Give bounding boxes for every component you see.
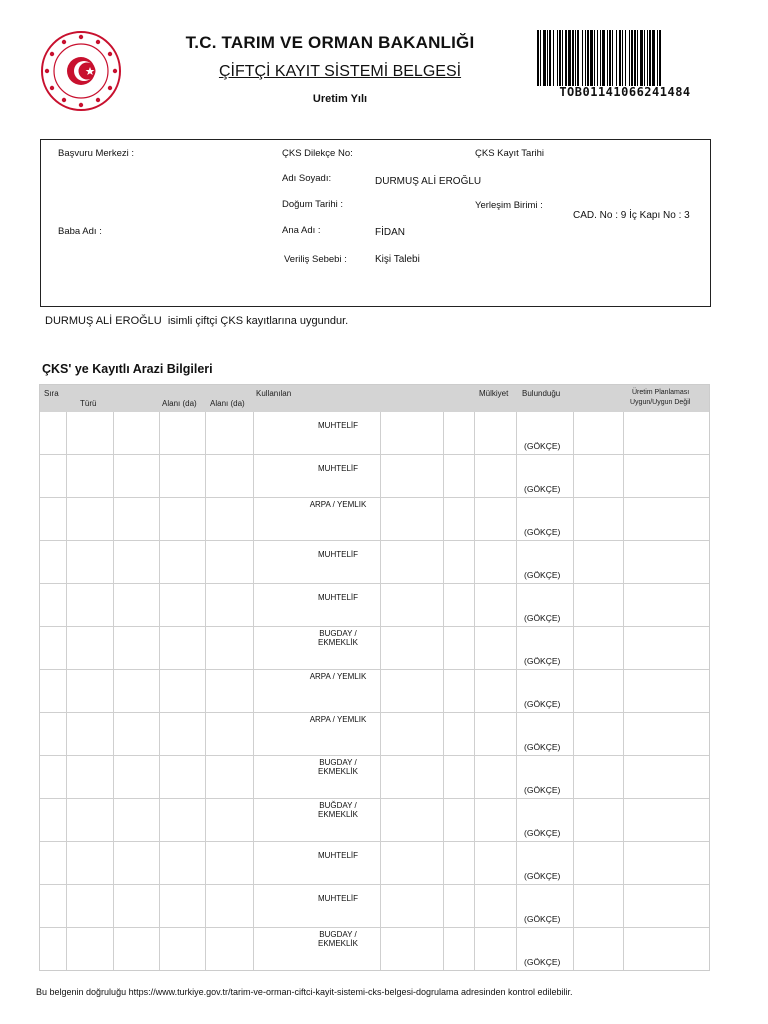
cks-dilekce-no-label: ÇKS Dilekçe No: <box>282 148 353 159</box>
crop-cell: MUHTELİF <box>318 593 358 602</box>
crop-cell: MUHTELİF <box>318 894 358 903</box>
crop-cell: ARPA / YEMLIK <box>309 715 367 724</box>
ana-adi-label: Ana Adı : <box>282 225 321 236</box>
header-kullanilan: Kullanılan <box>256 389 292 398</box>
crop-cell: ARPA / YEMLIK <box>309 672 367 681</box>
village-cell: (GÖKÇE) <box>524 656 561 666</box>
table-row <box>40 498 709 541</box>
crop-cell: BUGDAY / EKMEKLİK <box>317 629 358 647</box>
ministry-logo <box>40 30 122 112</box>
crop-cell: MUHTELİF <box>318 550 358 559</box>
crop-cell: BUGDAY / EKMEKLİK <box>317 930 358 948</box>
conformity-statement: DURMUŞ ALİ EROĞLU isimli çiftçi ÇKS kayıtlarına uygundur. <box>45 315 349 327</box>
header-alani-2: Alanı (da) <box>210 399 245 408</box>
header-uygunluk: Uygun/Uygun Değil <box>630 399 691 406</box>
adi-soyadi-value: DURMUŞ ALİ EROĞLU <box>375 176 482 187</box>
village-cell: (GÖKÇE) <box>524 570 561 580</box>
header-turu: Türü <box>80 399 97 408</box>
header-bulundugu: Bulunduğu <box>522 389 561 398</box>
address-value: CAD. No : 9 İç Kapı No : 3 <box>573 210 690 221</box>
table-row <box>40 584 709 627</box>
village-cell: (GÖKÇE) <box>524 441 561 451</box>
village-cell: (GÖKÇE) <box>524 871 561 881</box>
village-cell: (GÖKÇE) <box>524 914 561 924</box>
verilis-sebebi-label: Veriliş Sebebi : <box>284 254 347 265</box>
header-uretim-planlamasi: Üretim Planlaması <box>632 389 690 396</box>
verilis-sebebi-value: Kişi Talebi <box>375 254 420 265</box>
year-label: Uretim Yılı <box>312 93 368 105</box>
table-row <box>40 541 709 584</box>
ministry-title: T.C. TARIM VE ORMAN BAKANLIĞI <box>185 33 475 52</box>
dogum-tarihi-label: Doğum Tarihi : <box>282 199 344 210</box>
village-cell: (GÖKÇE) <box>524 484 561 494</box>
table-row <box>40 928 709 971</box>
crop-cell: MUHTELİF <box>318 851 358 860</box>
land-table <box>39 384 710 971</box>
village-cell: (GÖKÇE) <box>524 828 561 838</box>
adi-soyadi-label: Adı Soyadı: <box>282 173 332 184</box>
header-sira: Sıra <box>44 389 59 398</box>
village-cell: (GÖKÇE) <box>524 785 561 795</box>
applicant-info-box <box>40 139 711 307</box>
baba-adi-label: Baba Adı : <box>58 226 102 237</box>
village-cell: (GÖKÇE) <box>524 699 561 709</box>
table-row <box>40 412 709 455</box>
table-row <box>40 885 709 928</box>
village-cell: (GÖKÇE) <box>524 613 561 623</box>
crop-cell: MUHTELİF <box>318 464 358 473</box>
table-row <box>40 670 709 713</box>
barcode-number: TOB01141066241484 <box>559 85 691 99</box>
yerlesim-birimi-label: Yerleşim Birimi : <box>475 200 543 211</box>
table-row <box>40 627 709 670</box>
header-alani-1: Alanı (da) <box>162 399 197 408</box>
document-title: ÇİFTÇİ KAYIT SİSTEMİ BELGESİ <box>218 63 462 80</box>
table-row <box>40 455 709 498</box>
table-row <box>40 756 709 799</box>
cks-kayit-tarihi-label: ÇKS Kayıt Tarihi <box>475 148 544 159</box>
verification-footer: Bu belgenin doğruluğu https://www.turkiye.gov.tr/tarim-ve-orman-ciftci-kayit-sistemi-cks-belgesi-dogrulama adresinden kontrol edilebilir. <box>36 987 573 997</box>
table-row <box>40 842 709 885</box>
table-header <box>40 385 709 412</box>
header-mulkiyet: Mülkiyet <box>479 389 509 398</box>
basvuru-merkezi-label: Başvuru Merkezi : <box>58 148 135 159</box>
crop-cell: BUĞDAY / EKMEKLİK <box>317 801 358 819</box>
table-row <box>40 713 709 756</box>
village-cell: (GÖKÇE) <box>524 957 561 967</box>
crop-cell: ARPA / YEMLIK <box>309 500 367 509</box>
village-cell: (GÖKÇE) <box>524 742 561 752</box>
village-cell: (GÖKÇE) <box>524 527 561 537</box>
crop-cell: BUGDAY / EKMEKLİK <box>317 758 358 776</box>
section-title: ÇKS' ye Kayıtlı Arazi Bilgileri <box>42 362 213 376</box>
barcode <box>535 30 715 88</box>
table-row <box>40 799 709 842</box>
crop-cell: MUHTELİF <box>318 421 358 430</box>
ana-adi-value: FİDAN <box>375 227 405 238</box>
